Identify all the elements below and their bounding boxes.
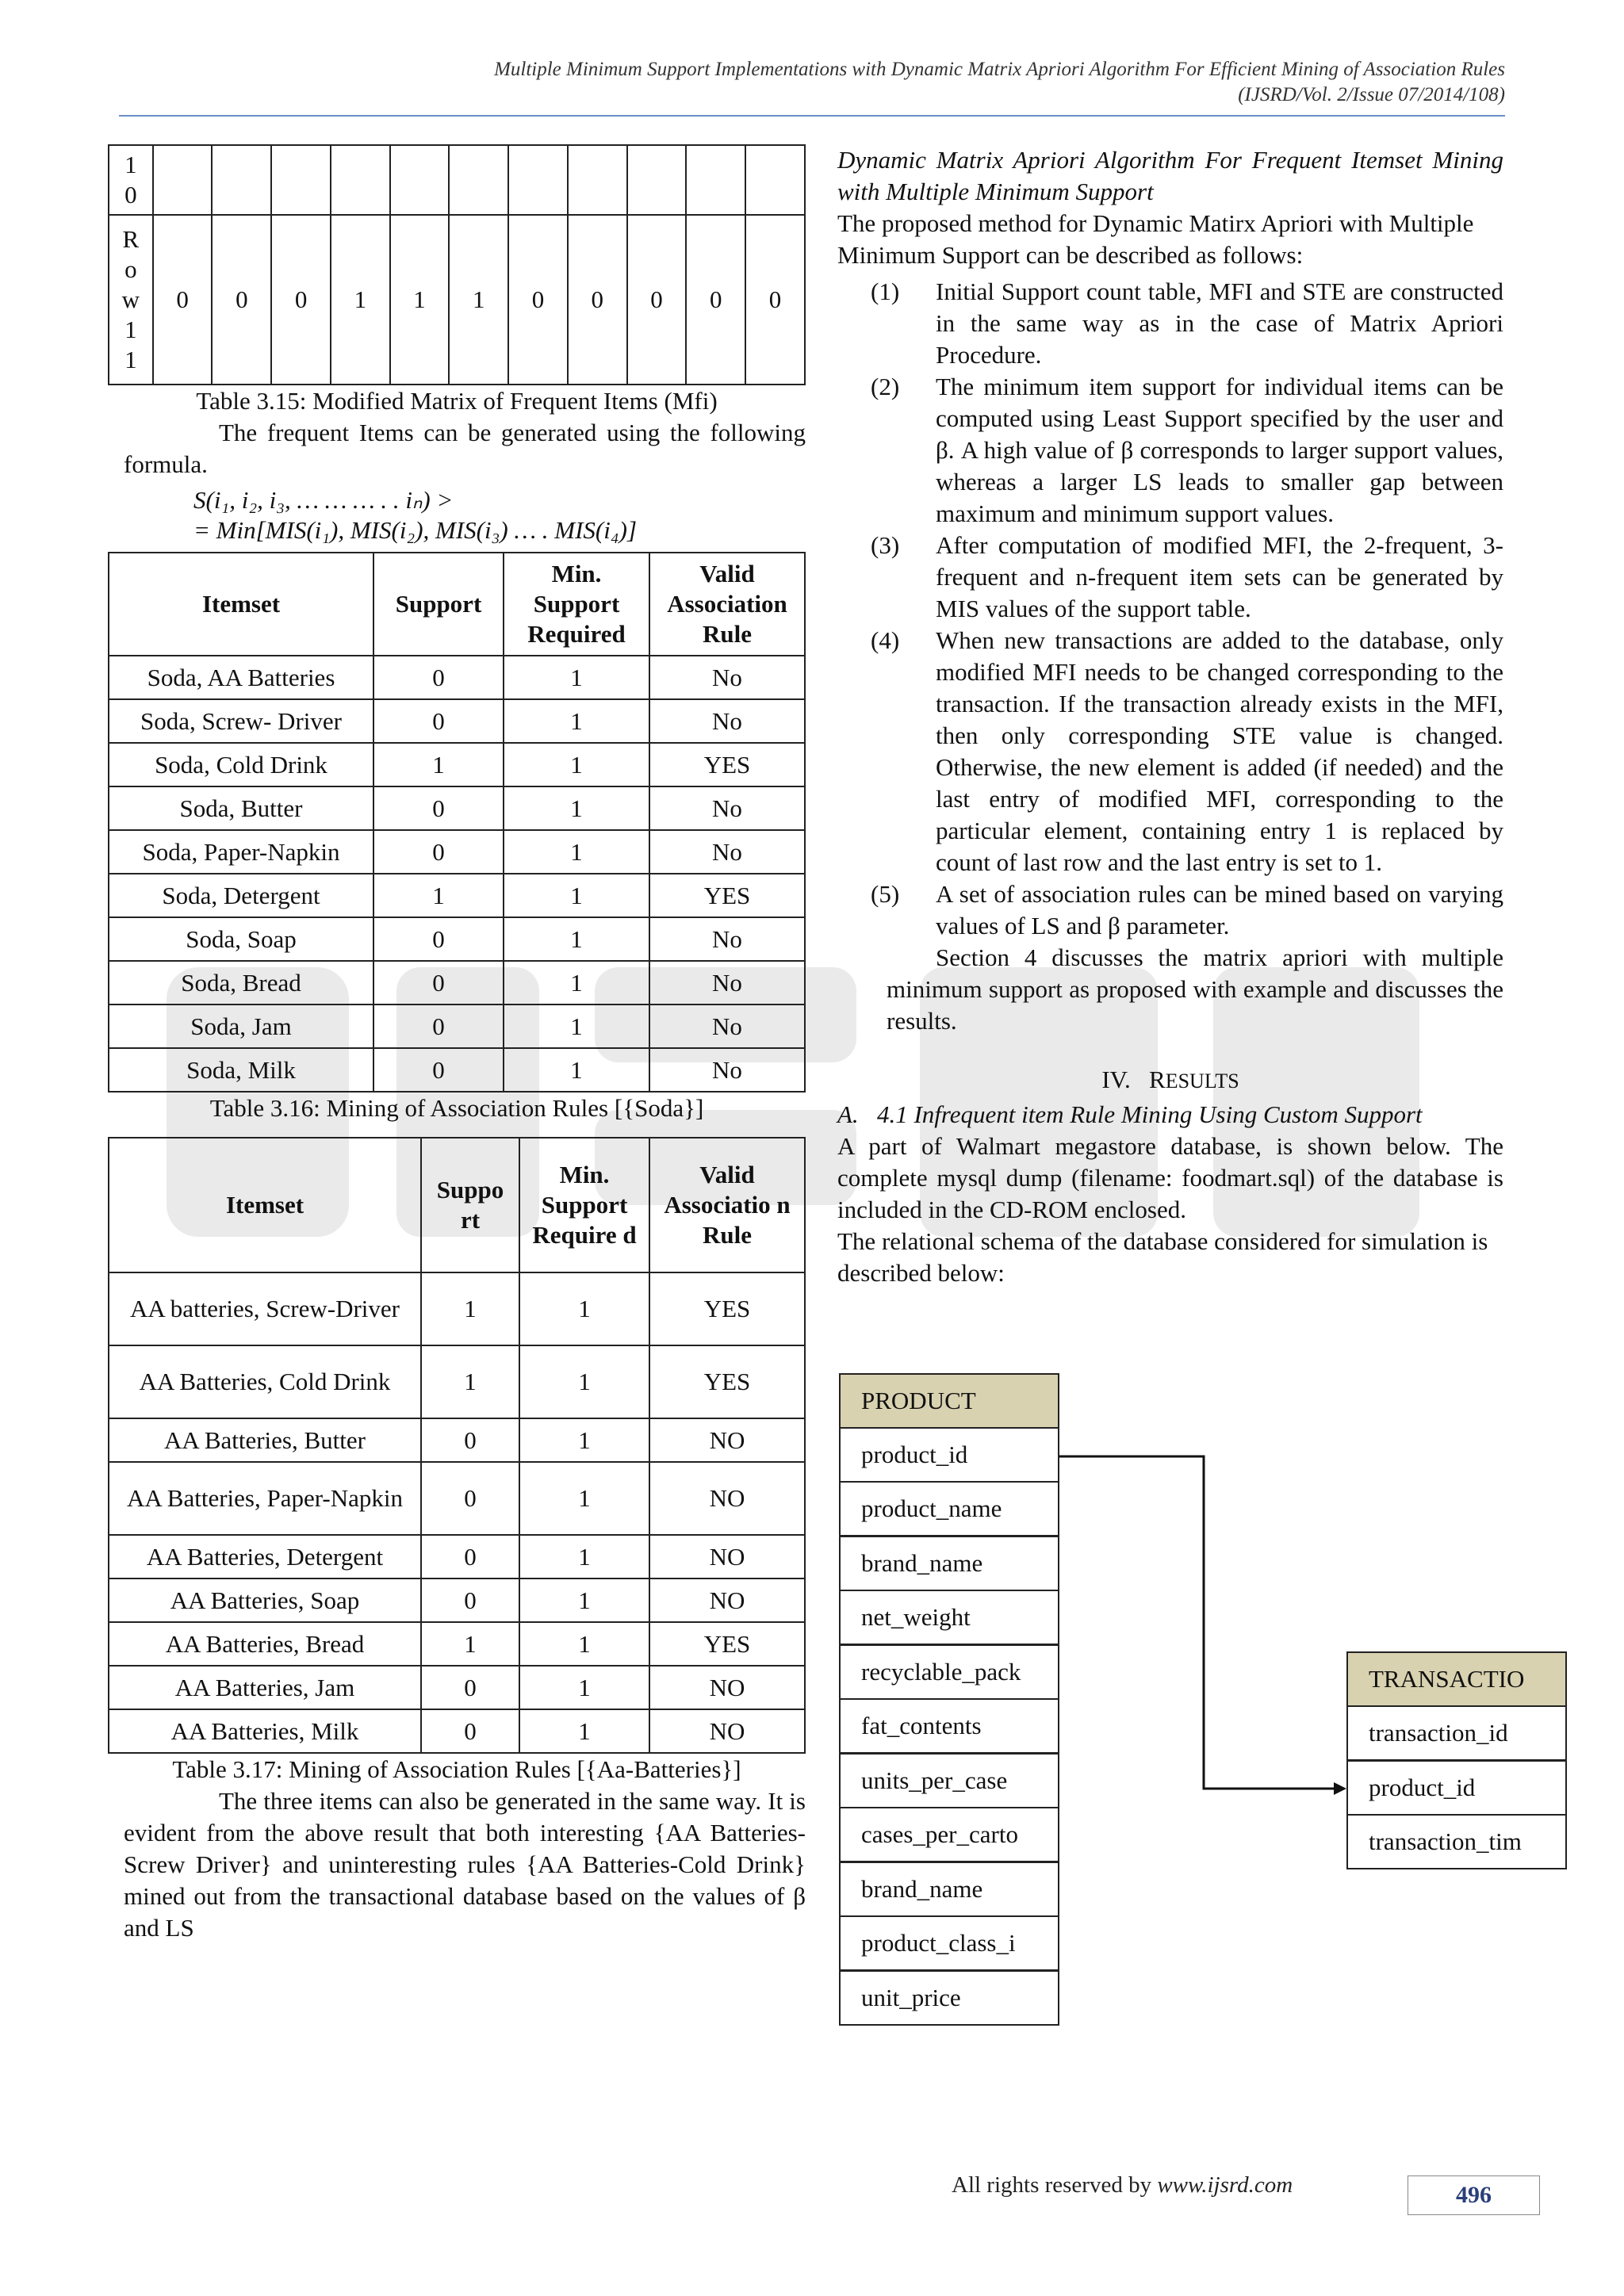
formula-line-1: S(i₁, i₂, i₃, … … … . . iₙ) > [193, 486, 454, 514]
table-row: Soda, Paper-Napkin 0 1 No [109, 830, 805, 874]
table-3-15 [108, 144, 806, 385]
table-row [109, 145, 805, 215]
cell: 1 [331, 215, 390, 385]
cell: 0 [508, 215, 568, 385]
table-3-17-caption: Table 3.17: Mining of Association Rules [{Aa-Batteries}] [172, 1755, 741, 1783]
formula-line-2: = Min[MIS(i₁), MIS(i₂), MIS(i₃) … . MIS(i₄)] [193, 516, 638, 544]
cell: 0 [627, 215, 687, 385]
col-header: Support [373, 553, 504, 656]
table-row: Soda, AA Batteries 0 1 No [109, 656, 805, 699]
product-table-header: PRODUCT [839, 1373, 1059, 1429]
table-row: Soda, Bread 0 1 No [109, 961, 805, 1004]
table-row: AA batteries, Screw-Driver 1 1 YES [109, 1272, 805, 1345]
col-header: Min. Support Required [504, 553, 649, 656]
header-title: Multiple Minimum Support Implementations with Dynamic Matrix Apriori Algorithm For Efficient Mining of Association Rules [494, 59, 1505, 80]
table-row: Soda, Butter 0 1 No [109, 786, 805, 830]
product-field: brand_name [839, 1536, 1059, 1591]
table-row: Soda, Cold Drink 1 1 YES [109, 743, 805, 786]
list-item: (1) Initial Support count table, MFI and STE are constructed in the same way as in the case of Matrix Apriori Procedure. [871, 277, 1503, 369]
product-field: product_class_i [839, 1915, 1059, 1971]
left-column [108, 144, 806, 1944]
cell: 0 [568, 215, 627, 385]
row-label: R o w 1 1 [109, 215, 153, 385]
subsection-heading: A. 4.1 Infrequent item Rule Mining Using Custom Support [837, 1100, 1423, 1128]
product-field: unit_price [839, 1970, 1059, 2026]
algorithm-intro: The proposed method for Dynamic Matirx Apriori with Multiple Minimum Support can be described as follows: [837, 209, 1474, 269]
product-field: fat_contents [839, 1698, 1059, 1754]
cell: 0 [745, 215, 805, 385]
table-row: AA Batteries, Butter 0 1 NO [109, 1418, 805, 1462]
results-body-2: The relational schema of the database considered for simulation is described below: [837, 1227, 1488, 1287]
col-header: Valid Associatio n Rule [649, 1138, 805, 1272]
table-header-row [109, 1138, 805, 1272]
conclusion-paragraph: The three items can also be generated in the same way. It is evident from the above result that both interesting {AA Batteries- Screw Driver} and uninteresting rules {AA Batteries-Cold Drink} mined out from the transactional database based on the values of β and LS [124, 1787, 806, 1942]
col-header: Suppo rt [421, 1138, 519, 1272]
product-field: units_per_case [839, 1753, 1059, 1808]
table-3-16-caption: Table 3.16: Mining of Association Rules [{Soda}] [209, 1094, 704, 1122]
table-row: AA Batteries, Paper-Napkin 0 1 NO [109, 1462, 805, 1535]
table-row: AA Batteries, Cold Drink 1 1 YES [109, 1345, 805, 1418]
header-journal: (IJSRD/Vol. 2/Issue 07/2014/108) [1238, 84, 1505, 105]
table-3-15-caption: Table 3.15: Modified Matrix of Frequent Items (Mfi) [196, 387, 718, 415]
list-item: (2) The minimum item support for individual items can be computed using Least Support specified by the user and β. A high value of β corresponds to larger support values, whereas a larger LS leads to smaller gap between maximum and minimum support values. [871, 373, 1503, 527]
table-3-16 [108, 552, 806, 1093]
cell: 0 [212, 215, 271, 385]
section4-note: Section 4 discusses the matrix apriori with multiple minimum support as proposed with example and discusses the results. [887, 943, 1503, 1035]
product-field: net_weight [839, 1590, 1059, 1645]
formula-intro: The frequent Items can be generated using the following formula. [124, 419, 806, 478]
col-header: Min. Support Require d [519, 1138, 649, 1272]
col-header: Itemset [109, 553, 373, 656]
col-header: Valid Association Rule [649, 553, 805, 656]
row-label: 1 0 [109, 145, 153, 215]
table-row: AA Batteries, Jam 0 1 NO [109, 1666, 805, 1709]
product-field: product_id [839, 1427, 1059, 1483]
cell: 1 [449, 215, 508, 385]
footer-site-link[interactable]: www.ijsrd.com [1157, 2172, 1293, 2198]
cell: 0 [686, 215, 745, 385]
product-field: cases_per_carto [839, 1807, 1059, 1862]
algorithm-steps [837, 276, 1503, 942]
table-row: AA Batteries, Soap 0 1 NO [109, 1578, 805, 1622]
cell: 1 [390, 215, 450, 385]
table-3-17 [108, 1137, 806, 1754]
transaction-field: transaction_tim [1346, 1814, 1567, 1869]
table-row [109, 215, 805, 385]
product-field: product_name [839, 1481, 1059, 1536]
table-row: AA Batteries, Detergent 0 1 NO [109, 1535, 805, 1578]
list-item: (4) When new transactions are added to the database, only modified MFI needs to be changed corresponding to the transaction. If the transaction already exists in the MFI, then only corresponding STE value is changed. Otherwise, the new element is added (if needed) and the last entry of modified MFI, corresponding to the particular element, containing entry 1 is replaced by count of last row and the last entry is set to 1. [871, 626, 1503, 876]
col-header: Itemset [109, 1138, 421, 1272]
transaction-table-header: TRANSACTIO [1346, 1651, 1567, 1707]
table-row: Soda, Screw- Driver 0 1 No [109, 699, 805, 743]
table-row: Soda, Jam 0 1 No [109, 1004, 805, 1048]
page-number: 496 [1408, 2175, 1540, 2215]
table-header-row [109, 553, 805, 656]
table-row: AA Batteries, Bread 1 1 YES [109, 1622, 805, 1666]
product-field: brand_name [839, 1862, 1059, 1917]
algorithm-title: Dynamic Matrix Apriori Algorithm For Frequent Itemset Mining with Multiple Minimum Support [837, 146, 1503, 205]
section-heading: IV. RESULTS [1101, 1066, 1239, 1093]
cell: 0 [153, 215, 213, 385]
table-row: AA Batteries, Milk 0 1 NO [109, 1709, 805, 1753]
transaction-field: transaction_id [1346, 1705, 1567, 1761]
table-row: Soda, Milk 0 1 No [109, 1048, 805, 1092]
header-rule [119, 115, 1505, 117]
right-column [837, 144, 1503, 1289]
product-field: recyclable_pack [839, 1644, 1059, 1700]
footer-rights: All rights reserved by www.ijsrd.com [952, 2172, 1293, 2198]
list-item: (5) A set of association rules can be mined based on varying values of LS and β parameter. [871, 880, 1503, 939]
results-body-1: A part of Walmart megastore database, is shown below. The complete mysql dump (filename: foodmart.sql) of the database is included in the CD-ROM enclosed. [837, 1132, 1503, 1223]
table-row: Soda, Soap 0 1 No [109, 917, 805, 961]
table-row: Soda, Detergent 1 1 YES [109, 874, 805, 917]
cell: 0 [271, 215, 331, 385]
transaction-field: product_id [1346, 1760, 1567, 1816]
running-header [95, 57, 1505, 108]
list-item: (3) After computation of modified MFI, the 2-frequent, 3-frequent and n-frequent item sets can be generated by MIS values of the support table. [871, 531, 1503, 622]
formula [108, 485, 806, 545]
